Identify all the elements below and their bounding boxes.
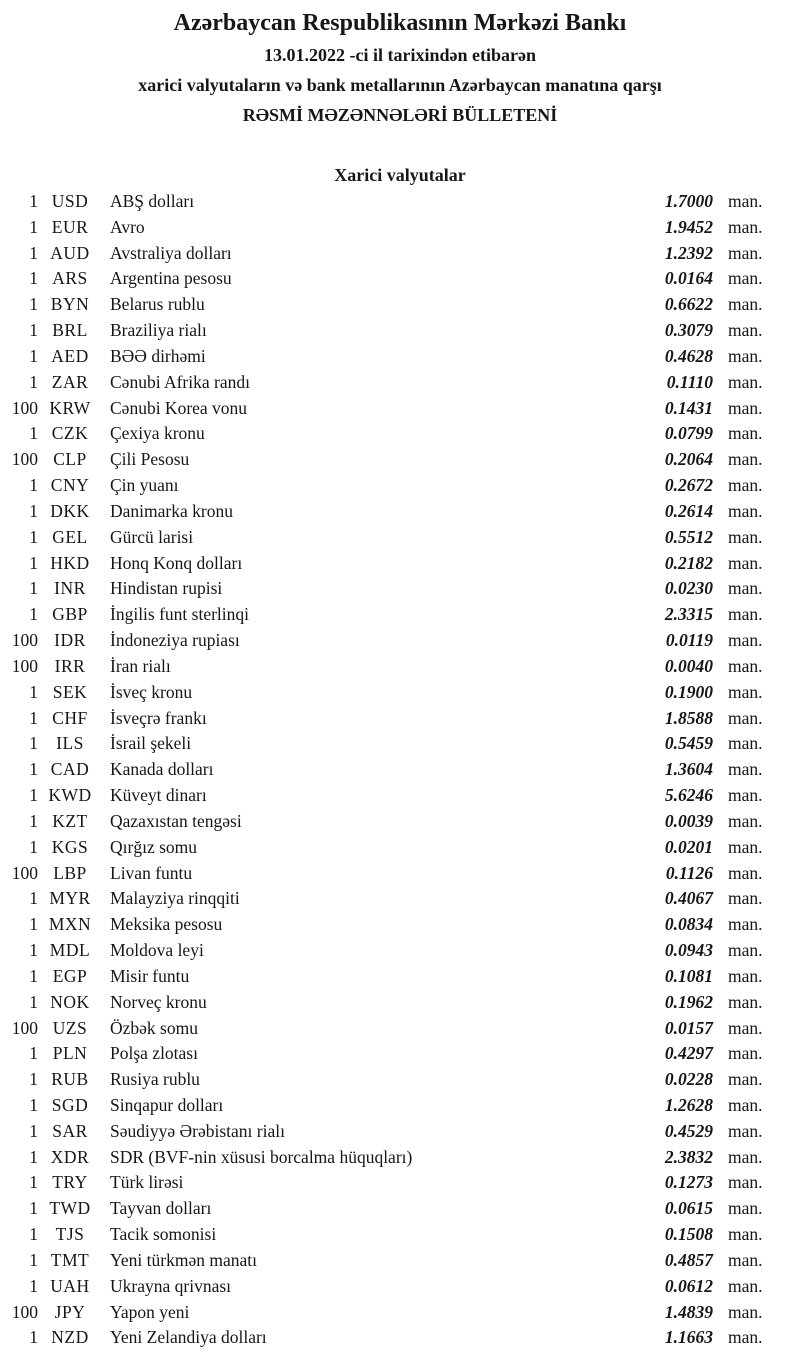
unit-label: man. [728,1327,763,1348]
exchange-rate: 2.3315 [664,604,713,625]
currency-name: İsveçrə frankı [110,707,207,728]
exchange-rate: 0.0799 [664,423,713,444]
currency-name: SDR (BVF-nin xüsusi borcalma hüquqları) [110,1146,413,1167]
exchange-rate: 0.1273 [664,1172,713,1193]
currency-code: UAH [50,1275,90,1296]
currency-row [0,888,800,914]
exchange-rate: 0.1126 [665,862,713,883]
exchange-rate: 0.2614 [664,500,713,521]
currency-code: TRY [52,1172,88,1193]
unit-label: man. [728,1172,763,1193]
exchange-rate: 0.0040 [664,655,713,676]
currency-row [0,320,800,346]
quantity: 1 [29,345,38,366]
quantity: 1 [29,707,38,728]
unit-label: man. [728,681,763,702]
currency-rates-table [0,191,800,1353]
unit-label: man. [728,423,763,444]
quantity: 100 [11,862,38,883]
exchange-rate: 2.3832 [664,1146,713,1167]
currency-name: Səudiyyə Ərəbistanı rialı [110,1120,285,1141]
currency-name: İran rialı [110,655,171,676]
exchange-rate: 0.5512 [664,526,713,547]
quantity: 1 [29,733,38,754]
unit-label: man. [728,655,763,676]
currency-row [0,1224,800,1250]
currency-row [0,217,800,243]
currency-row [0,1121,800,1147]
currency-code: IDR [54,630,86,651]
quantity: 1 [29,371,38,392]
unit-label: man. [728,320,763,341]
exchange-rate: 0.4297 [664,1043,713,1064]
quantity: 100 [11,1301,38,1322]
currency-name: Küveyt dinarı [110,785,207,806]
quantity: 1 [29,836,38,857]
quantity: 1 [29,294,38,315]
currency-row [0,294,800,320]
exchange-rate: 0.6622 [664,294,713,315]
unit-label: man. [728,216,763,237]
currency-code: GEL [52,526,88,547]
unit-label: man. [728,578,763,599]
quantity: 1 [29,888,38,909]
currency-row [0,449,800,475]
exchange-rate: 0.4628 [664,345,713,366]
currency-code: MDL [49,940,91,961]
effective-date-line: 13.01.2022 -ci il tarixindən etibarən [264,45,536,65]
exchange-rate: 1.3604 [664,759,713,780]
currency-name: Honq Konq dolları [110,552,243,573]
currency-name: Malayziya rinqqiti [110,888,240,909]
currency-row [0,527,800,553]
currency-row [0,1250,800,1276]
currency-name: Avro [110,216,145,237]
exchange-rate: 1.1663 [664,1327,713,1348]
exchange-rate: 1.4839 [664,1301,713,1322]
quantity: 1 [29,991,38,1012]
exchange-rate: 0.1962 [664,991,713,1012]
currency-code: NZD [51,1327,89,1348]
currency-row [0,940,800,966]
currency-name: ABŞ dolları [110,191,195,211]
currency-code: KZT [52,810,88,831]
exchange-rate: 5.6246 [664,785,713,806]
exchange-rate: 0.3079 [664,320,713,341]
exchange-rate: 1.2628 [664,1094,713,1115]
currency-name: Yeni türkmən manatı [110,1249,257,1270]
currency-name: Danimarka kronu [110,500,233,521]
currency-name: İngilis funt sterlinqi [110,604,250,625]
unit-label: man. [728,1094,763,1115]
quantity: 1 [29,1069,38,1090]
quantity: 1 [29,785,38,806]
currency-row [0,1043,800,1069]
currency-name: Rusiya rublu [110,1069,200,1090]
currency-name: Tacik somonisi [110,1224,217,1245]
currency-row [0,708,800,734]
currency-row [0,1302,800,1328]
currency-code: GBP [52,604,88,625]
exchange-rate: 0.0119 [665,630,713,651]
currency-name: Polşa zlotası [110,1043,198,1064]
currency-row [0,372,800,398]
currency-code: USD [51,191,89,211]
currency-code: TMT [50,1249,90,1270]
currency-code: KWD [48,785,92,806]
currency-row [0,346,800,372]
currency-row [0,191,800,217]
currency-row [0,630,800,656]
currency-row [0,1095,800,1121]
quantity: 1 [29,500,38,521]
currency-name: Yapon yeni [110,1301,190,1322]
exchange-rate: 0.2064 [664,449,713,470]
quantity: 1 [29,1043,38,1064]
currency-name: Avstraliya dolları [110,242,232,263]
unit-label: man. [728,630,763,651]
currency-code: SEK [52,681,88,702]
quantity: 1 [29,810,38,831]
currency-row [0,475,800,501]
currency-code: LBP [53,862,87,883]
currency-name: Argentina pesosu [110,268,232,289]
quantity: 1 [29,965,38,986]
currency-name: Çexiya kronu [110,423,205,444]
currency-code: MXN [48,914,92,935]
unit-label: man. [728,242,763,263]
currency-name: Çili Pesosu [110,449,190,470]
quantity: 1 [29,552,38,573]
quantity: 1 [29,1172,38,1193]
currency-name: Çin yuanı [110,475,179,496]
unit-label: man. [728,836,763,857]
currency-row [0,863,800,889]
exchange-rate: 0.2672 [664,475,713,496]
exchange-rate: 0.4067 [664,888,713,909]
unit-label: man. [728,1275,763,1296]
quantity: 1 [29,604,38,625]
currency-code: TWD [49,1198,91,1219]
currency-code: TJS [55,1224,85,1245]
currency-row [0,656,800,682]
exchange-rate: 1.8588 [664,707,713,728]
quantity: 1 [29,475,38,496]
currency-row [0,759,800,785]
currency-name: Kanada dolları [110,759,214,780]
currency-name: Meksika pesosu [110,914,223,935]
quantity: 1 [29,940,38,961]
unit-label: man. [728,1224,763,1245]
unit-label: man. [728,733,763,754]
currency-name: Tayvan dolları [110,1198,212,1219]
currency-name: Norveç kronu [110,991,207,1012]
quantity: 1 [29,1198,38,1219]
unit-label: man. [728,1017,763,1038]
unit-label: man. [728,1301,763,1322]
quantity: 1 [29,578,38,599]
unit-label: man. [728,965,763,986]
currency-code: SGD [51,1094,89,1115]
currency-name: Yeni Zelandiya dolları [110,1327,267,1348]
currency-name: Qırğız somu [110,836,198,857]
quantity: 1 [29,914,38,935]
exchange-rate: 1.9452 [664,216,713,237]
currency-name: BƏƏ dirhəmi [110,345,206,366]
quantity: 1 [29,1146,38,1167]
currency-code: MYR [49,888,91,909]
currency-row [0,398,800,424]
currency-code: CAD [50,759,90,780]
unit-label: man. [728,1249,763,1270]
currency-name: Cənubi Korea vonu [110,397,248,418]
currency-row [0,604,800,630]
currency-row [0,992,800,1018]
currency-name: Livan funtu [110,862,193,883]
quantity: 1 [29,526,38,547]
currency-code: KRW [49,397,91,418]
currency-code: DKK [50,500,90,521]
currency-name: Belarus rublu [110,294,205,315]
currency-name: İsveç kronu [110,681,193,702]
exchange-rate: 0.0230 [664,578,713,599]
unit-label: man. [728,914,763,935]
currency-code: AUD [50,242,90,263]
currency-row [0,811,800,837]
exchange-rate: 0.1081 [664,965,713,986]
quantity: 1 [29,1327,38,1348]
currency-code: ZAR [51,371,89,392]
currency-row [0,553,800,579]
currency-row [0,1327,800,1353]
unit-label: man. [728,268,763,289]
quantity: 100 [11,1017,38,1038]
quantity: 1 [29,216,38,237]
currency-code: INR [54,578,86,599]
quantity: 1 [29,268,38,289]
currency-code: EGP [52,965,88,986]
unit-label: man. [728,371,763,392]
unit-label: man. [728,810,763,831]
currency-name: Ukrayna qrivnası [110,1275,232,1296]
unit-label: man. [728,1069,763,1090]
unit-label: man. [728,397,763,418]
exchange-rate: 0.0834 [664,914,713,935]
currency-code: BYN [50,294,90,315]
bank-title: Azərbaycan Respublikasının Mərkəzi Bankı [173,10,627,36]
quantity: 1 [29,1224,38,1245]
currency-row [0,268,800,294]
currency-name: Moldova leyi [110,940,204,961]
unit-label: man. [728,785,763,806]
currency-row [0,1198,800,1224]
unit-label: man. [728,1198,763,1219]
exchange-rate: 0.0201 [664,836,713,857]
currency-row [0,837,800,863]
exchange-rate: 0.0943 [664,940,713,961]
currency-row [0,966,800,992]
currency-code: CHF [52,707,88,728]
quantity: 100 [11,630,38,651]
currency-name: Braziliya rialı [110,320,207,341]
bulletin-name-line: RƏSMİ MƏZƏNNƏLƏRİ BÜLLETENİ [242,105,558,125]
exchange-rate: 0.0228 [664,1069,713,1090]
currency-code: PLN [52,1043,88,1064]
unit-label: man. [728,604,763,625]
unit-label: man. [728,1120,763,1141]
currency-code: KGS [51,836,89,857]
currency-row [0,1069,800,1095]
quantity: 1 [29,320,38,341]
bulletin-header [0,0,800,130]
unit-label: man. [728,759,763,780]
quantity: 1 [29,681,38,702]
currency-row [0,1018,800,1044]
currency-row [0,578,800,604]
exchange-rate: 0.0164 [664,268,713,289]
exchange-rate: 0.4857 [664,1249,713,1270]
exchange-rate: 0.1431 [664,397,713,418]
exchange-rate: 0.2182 [664,552,713,573]
currency-row [0,914,800,940]
exchange-rate: 1.2392 [664,242,713,263]
currency-name: İsrail şekeli [110,733,192,754]
currency-code: EUR [51,216,89,237]
unit-label: man. [728,526,763,547]
currency-row [0,1276,800,1302]
unit-label: man. [728,475,763,496]
unit-label: man. [728,500,763,521]
currency-name: Qazaxıstan tengəsi [110,810,242,831]
quantity: 1 [29,1249,38,1270]
unit-label: man. [728,888,763,909]
currency-code: CLP [53,449,87,470]
unit-label: man. [728,552,763,573]
currency-code: ARS [52,268,88,289]
quantity: 1 [29,191,38,211]
quantity: 1 [29,242,38,263]
unit-label: man. [728,1146,763,1167]
exchange-rate: 0.5459 [664,733,713,754]
currency-code: SAR [52,1120,88,1141]
scope-line: xarici valyutaların və bank metallarının Azərbaycan manatına qarşı [138,75,662,95]
currency-code: ILS [56,733,84,754]
currency-row [0,682,800,708]
exchange-rate: 0.1508 [664,1224,713,1245]
quantity: 1 [29,1275,38,1296]
unit-label: man. [728,449,763,470]
currency-code: AED [51,345,89,366]
unit-label: man. [728,294,763,315]
exchange-rate: 0.1110 [666,371,713,392]
exchange-rate: 0.4529 [664,1120,713,1141]
currency-name: Sinqapur dolları [110,1094,224,1115]
currency-row [0,1147,800,1173]
quantity: 1 [29,1094,38,1115]
unit-label: man. [728,1043,763,1064]
currency-name: İndoneziya rupiası [110,630,240,651]
quantity: 1 [29,1120,38,1141]
section-title: Xarici valyutalar [334,165,466,185]
exchange-rate: 0.1900 [664,681,713,702]
quantity: 1 [29,423,38,444]
exchange-rate: 0.0039 [664,810,713,831]
unit-label: man. [728,191,763,211]
currency-code: HKD [50,552,90,573]
unit-label: man. [728,862,763,883]
currency-name: Özbək somu [110,1017,198,1038]
unit-label: man. [728,707,763,728]
currency-code: JPY [54,1301,86,1322]
currency-row [0,1172,800,1198]
exchange-rate: 0.0157 [664,1017,713,1038]
currency-name: Hindistan rupisi [110,578,223,599]
currency-code: XDR [50,1146,90,1167]
currency-code: NOK [50,991,90,1012]
currency-row [0,243,800,269]
unit-label: man. [728,991,763,1012]
currency-row [0,423,800,449]
quantity: 100 [11,397,38,418]
currency-code: CNY [50,475,90,496]
exchange-rate: 0.0615 [664,1198,713,1219]
unit-label: man. [728,345,763,366]
currency-row [0,501,800,527]
quantity: 100 [11,449,38,470]
exchange-rate: 1.7000 [664,191,713,211]
currency-code: BRL [52,320,88,341]
currency-name: Misir funtu [110,965,190,986]
currency-name: Gürcü larisi [110,526,194,547]
currency-name: Türk lirəsi [110,1172,184,1193]
exchange-rate: 0.0612 [664,1275,713,1296]
currency-row [0,733,800,759]
currency-code: RUB [51,1069,89,1090]
quantity: 100 [11,655,38,676]
quantity: 1 [29,759,38,780]
currency-row [0,785,800,811]
currency-code: CZK [51,423,89,444]
currency-name: Cənubi Afrika randı [110,371,250,392]
unit-label: man. [728,940,763,961]
currency-code: IRR [54,655,86,676]
currency-code: UZS [52,1017,88,1038]
